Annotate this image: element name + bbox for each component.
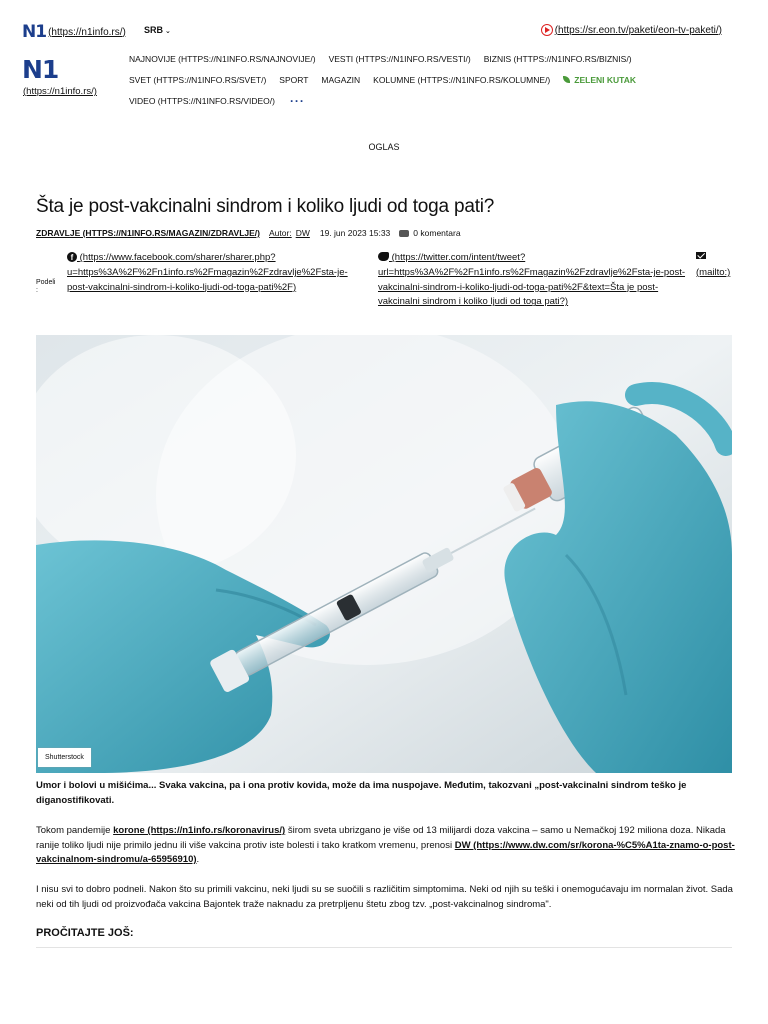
play-icon: [541, 24, 553, 36]
brand-logo-link[interactable]: [22, 55, 97, 97]
top-home-link[interactable]: [22, 22, 126, 42]
brand-home-url: (https://n1info.rs/): [23, 86, 97, 97]
share-mail-link[interactable]: [696, 251, 746, 281]
article-hero-image: [36, 335, 732, 773]
share-twitter-url: (https://twitter.com/intent/tweet?url=https%3A%2F%2Fn1info.rs%2Fmagazin%2Fzdravlje%2Fsta-je-post-vakcinalni-sindrom-i-koliko-ljudi-od-toga-pati%2F&text=Šta je post-vakcinalni sindrom i koliko ljudi od toga pati?): [378, 252, 686, 308]
language-label: SRB: [144, 25, 164, 35]
nav-item-vesti[interactable]: VESTI (HTTPS://N1INFO.RS/VESTI/): [328, 53, 471, 64]
nav-row-2: [129, 69, 669, 90]
nav-row-1: [129, 48, 669, 69]
more-menu-icon[interactable]: ···: [289, 93, 305, 108]
p2-text-c: .: [196, 854, 200, 866]
facebook-icon: f: [67, 252, 77, 262]
eon-link[interactable]: [541, 24, 722, 36]
nav-item-biznis[interactable]: BIZNIS (HTTPS://N1INFO.RS/BIZNIS/): [483, 53, 632, 64]
article-paragraph-3: I nisu svi to dobro podneli. Nakon što su primili vakcinu, neki ljudi su se suočili s različitim simptomima. Neki od njih su teški i onemogućavaju im normalan život. Sada neki od tih ljudi od proizvođača vakcina Bajontek traže naknadu za pretrpljenu štetu zbog tzv. „post-vakcinalnog sindroma".: [36, 884, 733, 910]
nav-item-najnovije[interactable]: NAJNOVIJE (HTTPS://N1INFO.RS/NAJNOVIJE/): [129, 53, 316, 64]
korone-link[interactable]: korone (https://n1info.rs/koronavirus/): [113, 825, 286, 836]
read-more-heading: PROČITAJTE JOŠ:: [36, 927, 134, 939]
eon-link-label: (https://sr.eon.tv/paketi/eon-tv-paketi/): [554, 24, 722, 36]
publish-date: 19. jun 2023 15:33: [319, 228, 391, 238]
comments-link[interactable]: [399, 228, 460, 238]
main-nav: [129, 48, 669, 111]
nav-item-zeleni-kutak[interactable]: [563, 75, 636, 85]
p2-text-b: širom sveta ubrizgano je više od 13 milijardi doza vakcina – samo u Nemačkoj 192 miliona doza. Nikada ranije toliko ljudi nije primilo jednu ili više vakcina protiv iste bolesti i tako kratkom vremenu, prenosi: [36, 825, 726, 851]
category-link[interactable]: ZDRAVLJE (HTTPS://N1INFO.RS/MAGAZIN/ZDRAVLJE/): [36, 228, 260, 238]
chevron-down-icon: ⌄: [165, 28, 171, 35]
nav-item-svet[interactable]: SVET (HTTPS://N1INFO.RS/SVET/): [129, 74, 267, 85]
article-paragraph-2: [36, 824, 736, 868]
nav-item-kolumne[interactable]: KOLUMNE (HTTPS://N1INFO.RS/KOLUMNE/): [373, 74, 551, 85]
share-facebook-link[interactable]: [67, 251, 367, 295]
nav-item-sport[interactable]: SPORT: [279, 74, 309, 85]
nav-row-3: [129, 90, 669, 111]
n1-logo: N1: [22, 55, 59, 84]
top-bar: [22, 22, 722, 40]
p2-text-a: Tokom pandemije: [36, 825, 114, 836]
nav-item-zeleni-kutak-label: ZELENI KUTAK: [574, 74, 636, 85]
autor-label: Autor:: [269, 228, 292, 238]
vaccine-illustration: [36, 335, 732, 773]
article-title: Šta je post-vakcinalni sindrom i koliko ljudi od toga pati?: [36, 196, 495, 217]
nav-item-video[interactable]: VIDEO (HTTPS://N1INFO.RS/VIDEO/): [129, 95, 275, 106]
dw-link[interactable]: DW (https://www.dw.com/sr/korona-%C5%A1ta-znamo-o-post-vakcinalnom-sindromu/a-65956910): [36, 839, 735, 866]
share-label: Podeli :: [36, 279, 56, 294]
n1-logo-small: N1: [22, 22, 47, 42]
share-facebook-url: (https://www.facebook.com/sharer/sharer.php?u=https%3A%2F%2Fn1info.rs%2Fmagazin%2Fzdravlje%2Fsta-je-post-vakcinalni-sindrom-i-koliko-ljudi-od-toga-pati%2F): [67, 252, 348, 293]
author-link[interactable]: DW: [295, 228, 310, 238]
twitter-icon: [378, 252, 389, 261]
share-twitter-link[interactable]: [378, 251, 688, 310]
nav-item-magazin[interactable]: MAGAZIN: [321, 74, 361, 85]
mail-icon: [696, 252, 706, 259]
divider: [36, 947, 732, 948]
ad-label: OGLAS: [368, 142, 400, 152]
image-credit: Shutterstock: [38, 748, 91, 767]
comments-count: 0 komentara: [413, 228, 461, 238]
language-select[interactable]: [144, 25, 171, 35]
top-home-url: (https://n1info.rs/): [48, 26, 126, 38]
share-mail-url: (mailto:): [696, 266, 731, 278]
leaf-icon: [563, 76, 570, 83]
comment-icon: [399, 230, 409, 237]
article-lead: Umor i bolovi u mišićima... Svaka vakcina, pa i ona protiv kovida, može da ima nuspojave. Međutim, takozvani „post-vakcinalni sindrom teško je diganostifikovati.: [36, 780, 687, 806]
article-meta: [36, 228, 461, 238]
